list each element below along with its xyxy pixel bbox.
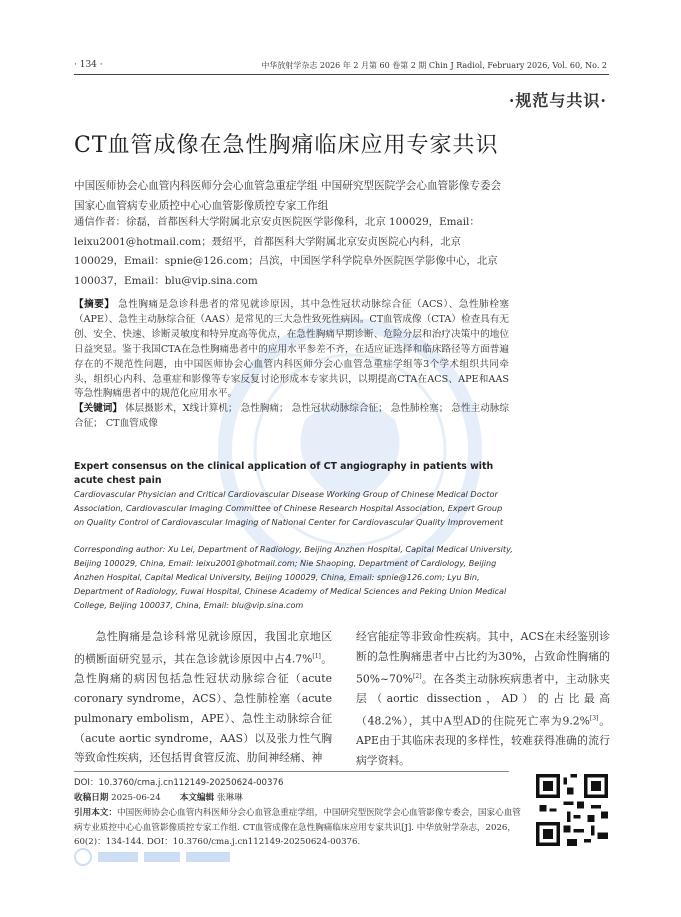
body-text: 经官能症等非致命性疾病。其中，ACS在未经鉴别诊断的急性胸痛患者中占比约为30%，占致命性胸痛的50%~70% (356, 630, 610, 686)
keywords-label: 【关键词】 (74, 403, 123, 415)
authors: 中国医师协会心血管内科医师分会心血管急重症学组 中国研究型医院学会心血管影像专委会 国家心血管病专业质控中心心血管影像质控专家工作组 (74, 180, 502, 212)
english-title: Expert consensus on the clinical application of CT angiography in patients with acute chest pain (74, 461, 494, 486)
english-affiliations: Cardiovascular Physician and Critical Cardiovascular Disease Working Group of Chinese Medical Doctor Association, Cardiovascular Imaging Committee of Chinese Research Hospital Association, Expert Group on Quality Control of Cardiovascular Imaging of National Center for Cardiovascular Quality Improvement (74, 489, 504, 527)
reference-2[interactable]: [2] (413, 672, 422, 680)
citation (74, 806, 526, 850)
abstract-label: 【摘要】 (74, 299, 115, 310)
body-text: 急性胸痛是急诊科常见就诊原因，我国北京地区的横断面研究显示，其在急诊就诊原因中占4.7% (74, 630, 332, 666)
abstract-text: 急性胸痛是急诊科患者的常见就诊原因，其中急性冠状动脉综合征（ACS）、急性肺栓塞（APE）、急性主动脉综合征（AAS）是常见的三大急性致死性病因。CT血管成像（CTA）检查具有无创、安全、快速、诊断灵敏度和特异度高等优点，在急性胸痛早期诊断、危险分层和治疗决策中的地位日益突显。鉴于我国CTA在急性胸痛患者中的应用水平参差不齐，在适应证选择和临床路径等方面普遍存在的不规范性问题，由中国医师协会心血管内科医师分会心血管急重症学组等3个学术组织共同牵头，组织心内科、急重症和影像等专家反复讨论形成本专家共识，以期提高CTA在ACS、APE和AAS等急性胸痛患者中的规范化应用水平。 (74, 299, 509, 400)
received-date: 2025-06-24 (111, 793, 161, 803)
received-and-editor (74, 791, 526, 806)
corresponding-authors: 通信作者：徐磊，首都医科大学附属北京安贞医院医学影像科，北京 100029，Email：leixu2001@hotmail.com；聂绍平，首都医科大学附属北京安贞医院心内科，北京 100029，Email：spnie@126.com；吕滨，中国医学科学院阜外医院医学影像中心，北京 100037，Email：blu@vip.sina.com (74, 216, 498, 287)
english-corresponding: Corresponding author: Xu Lei, Department of Radiology, Beijing Anzhen Hospital, Capital Medical University, Beijing 100029, China, Email: leixu2001@hotmail.com; Nie Shaoping, Department of Cardiology, Beijing Anzhen Hospital, Capital Medical University, Beijing 100029, China, Email: spnie@126.com; Lyu Bin, Department of Radiology, Fuwai Hospital, Chinese Academy of Medical Sciences and Peking Union Medical College, Beijing 100037, China, Email: blu@vip.sina.com (74, 544, 513, 610)
article-title: CT血管成像在急性胸痛临床应用专家共识 (74, 133, 499, 158)
journal-logo-icon (74, 848, 234, 866)
body-left-column (74, 627, 332, 768)
cite-text: 中国医师协会心血管内科医师分会心血管急重症学组，中国研究型医院学会心血管影像专委会，国家心血管病专业质控中心心血管影像质控专家工作组. CT血管成像在急性胸痛临床应用专家共识[J]. 中华放射学杂志，2026，60(2)：134-144. DOI：10.3760/cma.j.cn112149-20250624-00376. (74, 808, 521, 847)
received-label: 收稿日期 (74, 793, 109, 803)
header-divider (74, 74, 609, 75)
editor-name: 张琳琳 (216, 793, 243, 803)
editor-label: 本文编辑 (179, 793, 215, 803)
footer-divider (74, 771, 509, 772)
body-text: 。急性胸痛的病因包括急性冠状动脉综合征（acute coronary syndrome，ACS）、急性肺栓塞（acute pulmonary embolism，APE）、急性主动脉综合征（acute aortic syndrome，AAS）以及张力性气胸等致命性疾病，还包括胃食管反流、肋间神经痛、神 (74, 652, 332, 765)
cite-label: 引用本文： (74, 808, 117, 818)
body-text: 。APE由于其临床表现的多样性，较难获得准确的流行病学资料。 (356, 714, 610, 767)
reference-3[interactable]: [3] (589, 714, 599, 722)
abstract (74, 298, 509, 432)
doi[interactable]: DOI：10.3760/cma.j.cn112149-20250624-00376 (74, 778, 284, 788)
qr-code-icon[interactable] (536, 774, 608, 846)
reference-1[interactable]: [1] (312, 652, 321, 660)
journal-line: 中华放射学杂志 2026 年 2 月第 60 卷第 2 期 Chin J Radiol, February 2026, Vol. 60, No. 2 (261, 61, 607, 70)
keywords-text: 体层摄影术，X线计算机； 急性胸痛； 急性冠状动脉综合征； 急性肺栓塞； 急性主动脉综合征； CT血管成像 (74, 403, 509, 430)
section-tag: ·规范与共识· (508, 91, 607, 110)
body-text: 。在各类主动脉疾病患者中，主动脉夹层（aortic dissection，AD）的占比最高（48.2%），其中A型AD的住院死亡率为9.2% (356, 672, 610, 728)
body-right-column (356, 627, 610, 771)
page-number: · 134 · (74, 60, 103, 70)
